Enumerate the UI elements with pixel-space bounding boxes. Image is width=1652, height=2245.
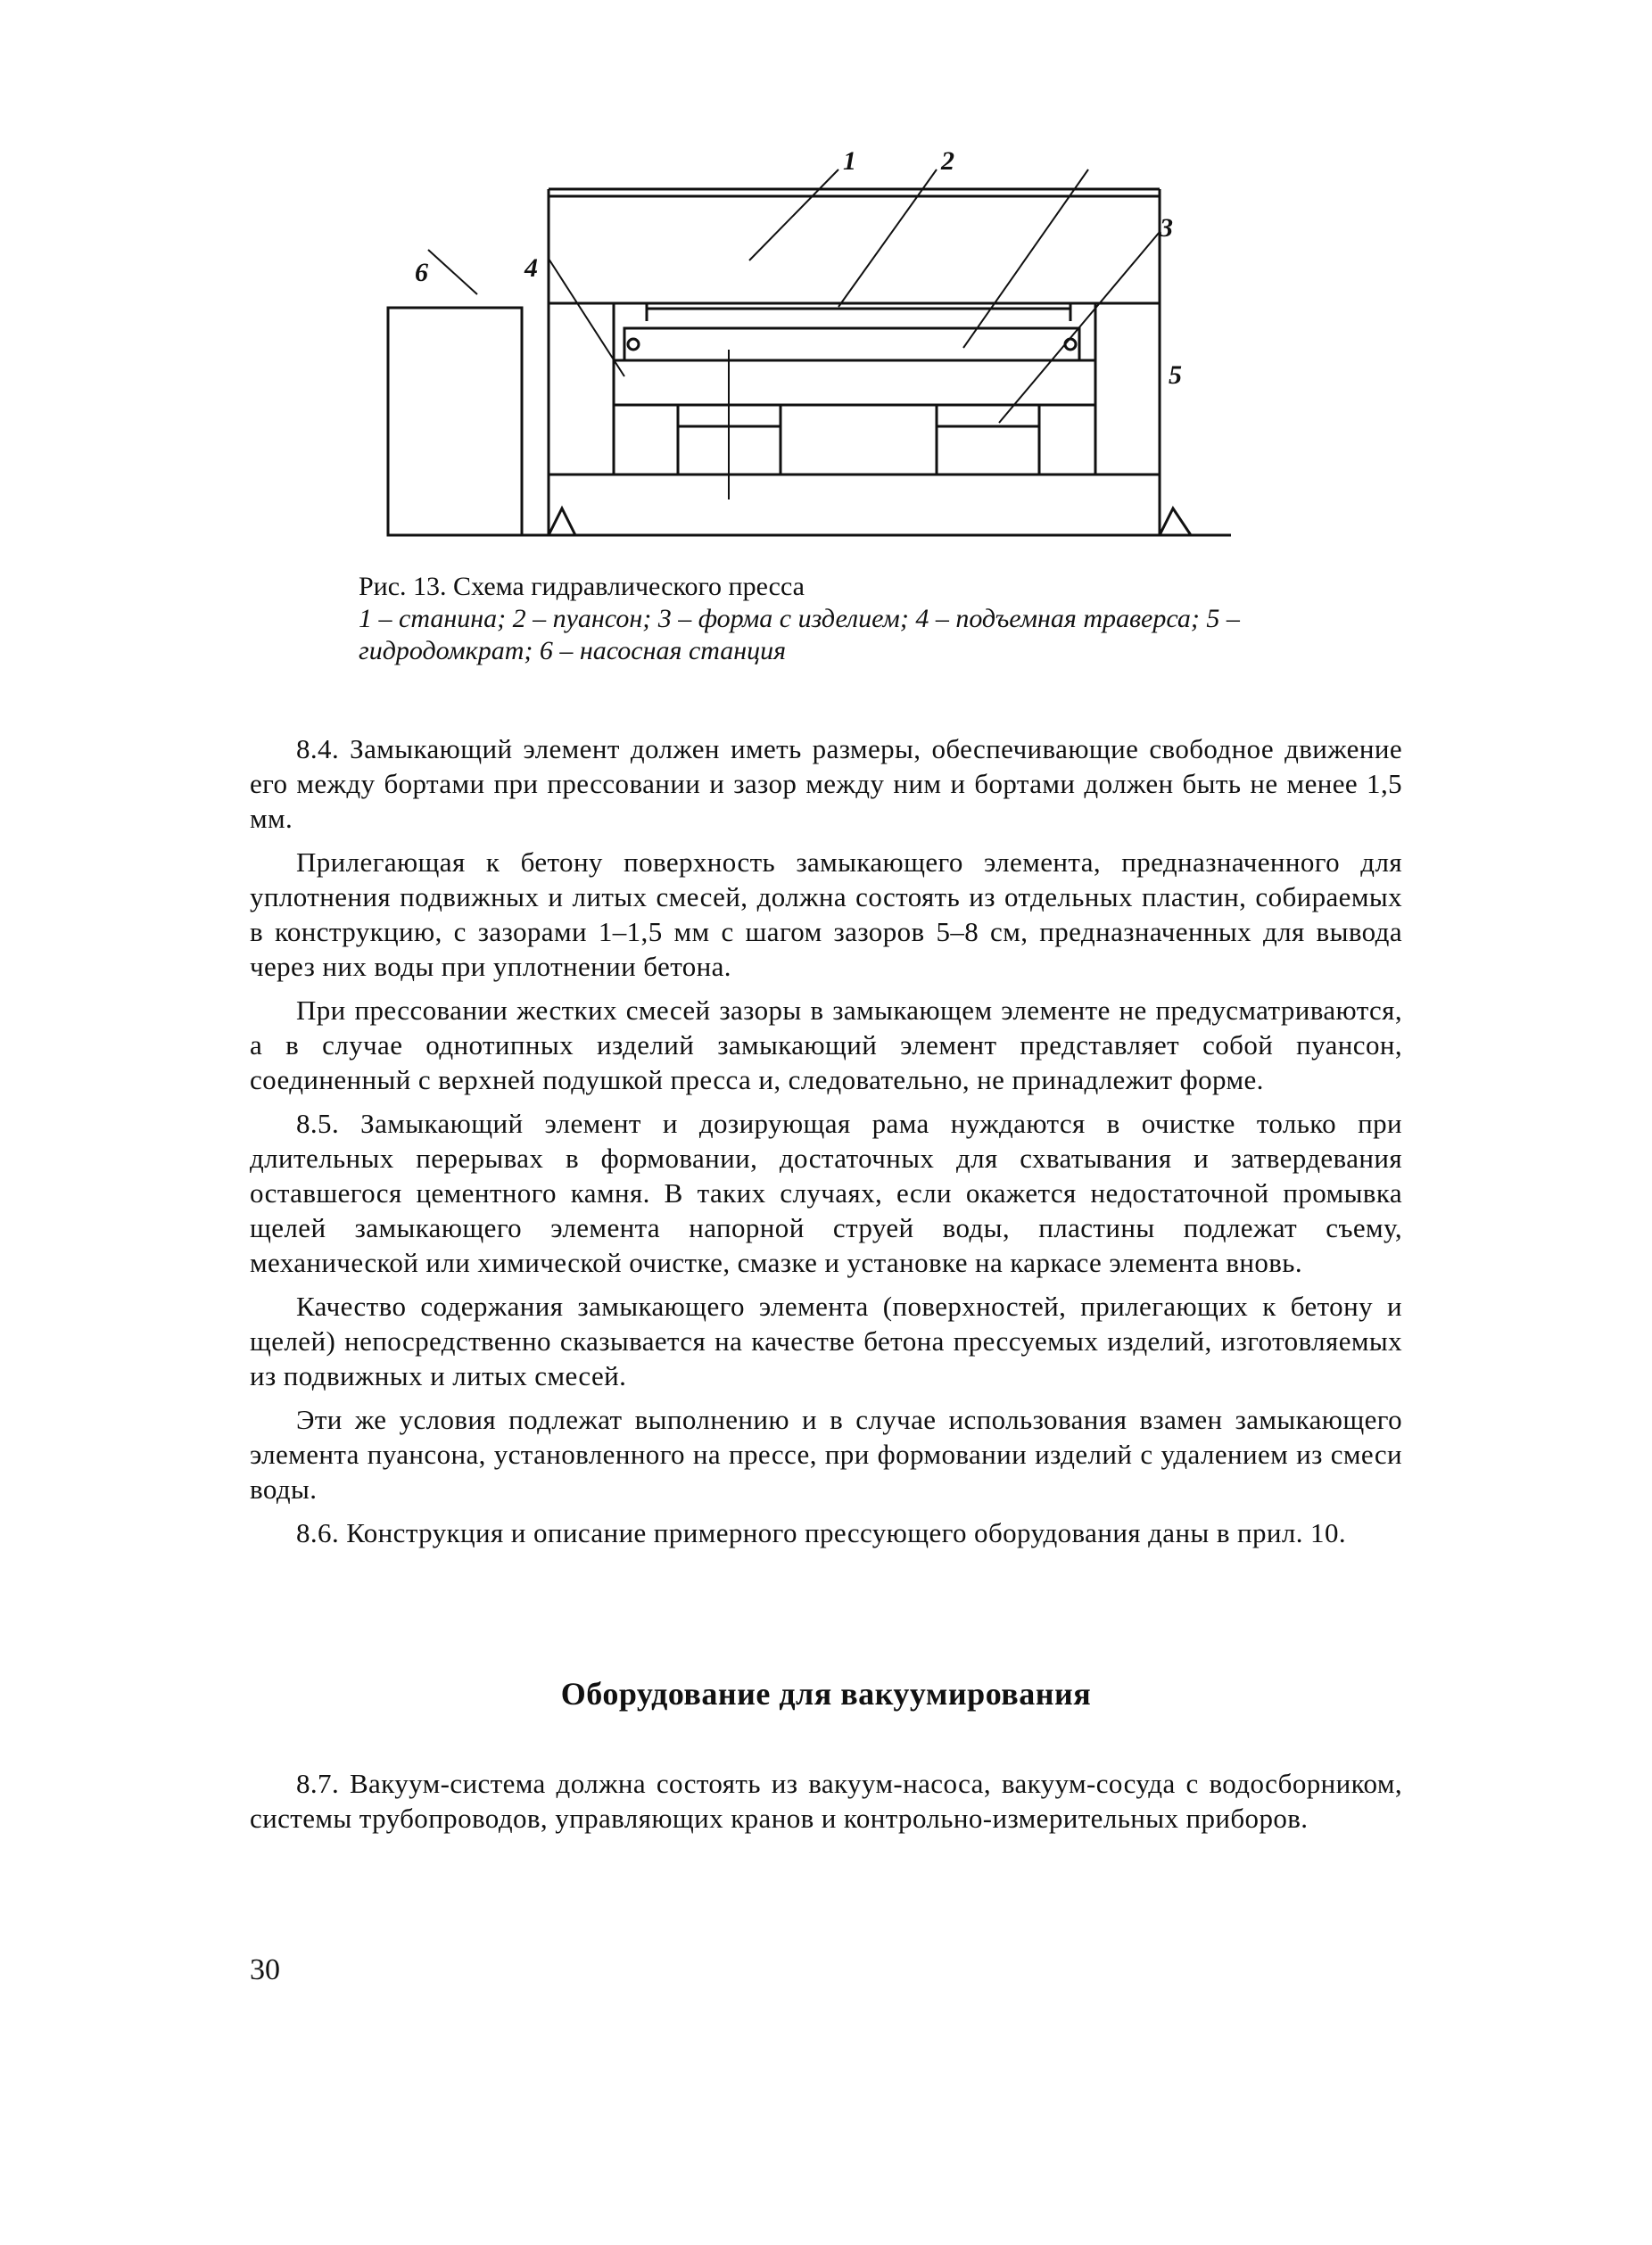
label-5: 5 — [1169, 360, 1182, 390]
caption-legend: 1 – станина; 2 – пуансон; 3 – форма с изделием; 4 – подъемная траверса; 5 – гидродомкрат; 6 – насосная станция — [359, 604, 1240, 665]
form-with-product — [624, 328, 1079, 360]
jack-right-body — [937, 426, 1039, 475]
leader-1 — [749, 169, 838, 260]
body-text — [250, 731, 1402, 1559]
left-foot — [549, 508, 575, 535]
paragraph-8-7: 8.7. Вакуум-система должна состоять из вакуум-насоса, вакуум-сосуда с водосборником, системы трубопроводов, управляющих кранов и контрольно-измерительных приборов. — [250, 1768, 1402, 1834]
pump-station — [388, 308, 522, 535]
paragraph: Эти же условия подлежат выполнению и в случае использования взамен замыкающего элемента пуансона, установленного на прессе, при формовании изделий с удалением из смеси воды. — [250, 1404, 1402, 1505]
paragraph-8-6: 8.6. Конструкция и описание примерного прессующего оборудования даны в прил. 10. — [296, 1517, 1347, 1548]
paragraph-8-4: 8.4. Замыкающий элемент должен иметь размеры, обеспечивающие свободное движение его между бортами при прессовании и зазор между ним и бортами должен быть не менее 1,5 мм. — [250, 733, 1402, 834]
jack-right-top — [937, 405, 1039, 426]
paragraph: Качество содержания замыкающего элемента (поверхностей, прилегающих к бетону и щелей) непосредственно сказывается на качестве бетона прессуемых изделий, изготовляемых из подвижных и литых смесей. — [250, 1291, 1402, 1391]
form-right-bolt — [1065, 339, 1076, 350]
section-heading: Оборудование для вакуумирования — [560, 1676, 1092, 1712]
label-2: 2 — [941, 146, 954, 176]
hydraulic-press-schematic — [375, 143, 1267, 553]
paragraph-8-5: 8.5. Замыкающий элемент и дозирующая рама нуждаются в очистке только при длительных перерывах в формовании, достаточных для схватывания и затвердевания оставшегося цементного камня. В таких случаях, если окажется недостаточной промывка щелей замыкающего элемента напорной струей воды, пластины подлежат съему, механической или химической очистке, смазке и установке на каркасе элемента вновь. — [250, 1108, 1402, 1278]
label-6: 6 — [415, 258, 428, 287]
press-diagram — [375, 143, 1267, 553]
label-3: 3 — [1160, 213, 1173, 243]
figure-caption — [359, 571, 1268, 667]
right-foot — [1160, 508, 1191, 535]
form-left-bolt — [628, 339, 639, 350]
paragraph: При прессовании жестких смесей зазоры в замыкающем элементе не предусматриваются, а в случае однотипных изделий замыкающий элемент представляет собой пуансон, соединенный с верхней подушкой пресса и, следовательно, не принадлежит форме. — [250, 995, 1402, 1095]
label-4: 4 — [525, 253, 538, 283]
section-body — [250, 1766, 1402, 1845]
page-number: 30 — [250, 1953, 280, 1986]
lifting-traverse — [614, 360, 1095, 405]
paragraph: Прилегающая к бетону поверхность замыкающего элемента, предназначенного для уплотнения подвижных и литых смесей, должна состоять из отдельных пластин, собираемых в конструкцию, с зазорами 1–1,5 мм с шагом зазоров 5–8 см, предназначенных для вывода через них воды при уплотнении бетона. — [250, 846, 1402, 982]
leader-6 — [428, 250, 477, 294]
caption-title: Рис. 13. Схема гидравлического пресса — [359, 572, 805, 601]
label-1: 1 — [843, 146, 856, 176]
